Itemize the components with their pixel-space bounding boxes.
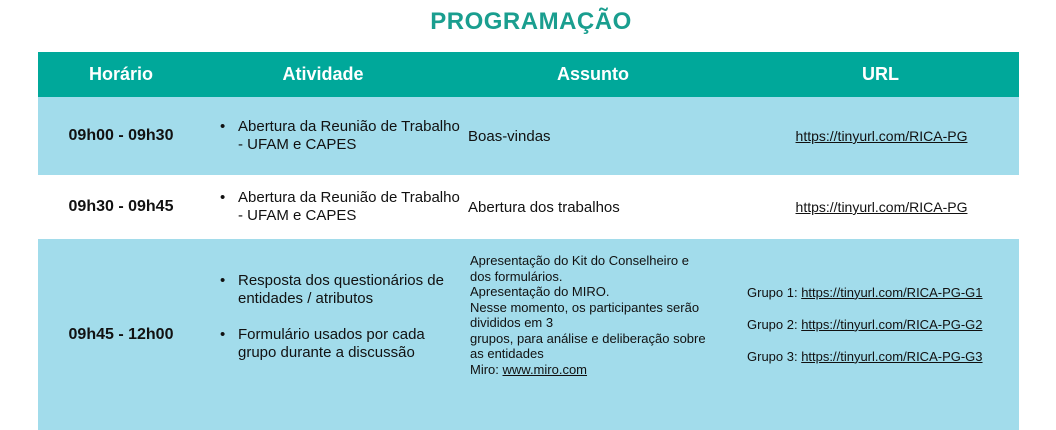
- header-horario: Horário: [88, 64, 153, 84]
- table-row: [38, 97, 1019, 175]
- group-link[interactable]: https://tinyurl.com/RICA-PG-G1: [801, 284, 983, 300]
- miro-label: Miro:: [470, 361, 503, 377]
- url-link[interactable]: https://tinyurl.com/RICA-PG: [795, 128, 968, 144]
- activity-item: • Resposta dos questionários de entidades / atributos: [220, 272, 464, 308]
- activity-list: [204, 189, 464, 225]
- subject-text: Apresentação do Kit do Conselheiro e dos formulários. Apresentação do MIRO. Nesse momento, os participantes serão divididos em 3 grupos, para análise e deliberação sobre as entidades Miro: www.miro.com: [470, 253, 706, 377]
- activity-list: [204, 118, 464, 154]
- time-slot: 09h30 - 09h45: [68, 198, 174, 215]
- group-link[interactable]: https://tinyurl.com/RICA-PG-G2: [801, 316, 983, 332]
- schedule-table: [38, 52, 1019, 430]
- group-link[interactable]: https://tinyurl.com/RICA-PG-G3: [801, 348, 983, 364]
- miro-link[interactable]: www.miro.com: [502, 361, 588, 377]
- table-row: [38, 175, 1019, 239]
- group-links: [744, 285, 1019, 381]
- table-header: [38, 52, 1019, 97]
- activity-item: • Abertura da Reunião de Trabalho - UFAM e CAPES: [220, 189, 464, 225]
- group-item: [747, 285, 1019, 301]
- activity-list: [204, 272, 464, 362]
- header-assunto: Assunto: [557, 64, 629, 84]
- time-slot: 09h45 - 12h00: [68, 325, 174, 343]
- url-link[interactable]: https://tinyurl.com/RICA-PG: [795, 199, 968, 215]
- time-slot: 09h00 - 09h30: [68, 127, 174, 144]
- header-atividade: Atividade: [282, 64, 364, 84]
- subject-text: Abertura dos trabalhos: [468, 198, 620, 216]
- page-title: PROGRAMAÇÃO: [430, 8, 632, 35]
- group-label: Grupo 1:: [747, 284, 802, 300]
- activity-item: • Abertura da Reunião de Trabalho - UFAM e CAPES: [220, 118, 464, 154]
- activity-item: • Formulário usados por cada grupo durante a discussão: [220, 326, 464, 362]
- subject-text: Boas-vindas: [468, 127, 551, 145]
- group-label: Grupo 3:: [747, 348, 802, 364]
- group-item: [747, 349, 1019, 365]
- header-url: URL: [862, 64, 899, 84]
- group-item: [747, 317, 1019, 333]
- group-label: Grupo 2:: [747, 316, 802, 332]
- table-row: [38, 239, 1019, 430]
